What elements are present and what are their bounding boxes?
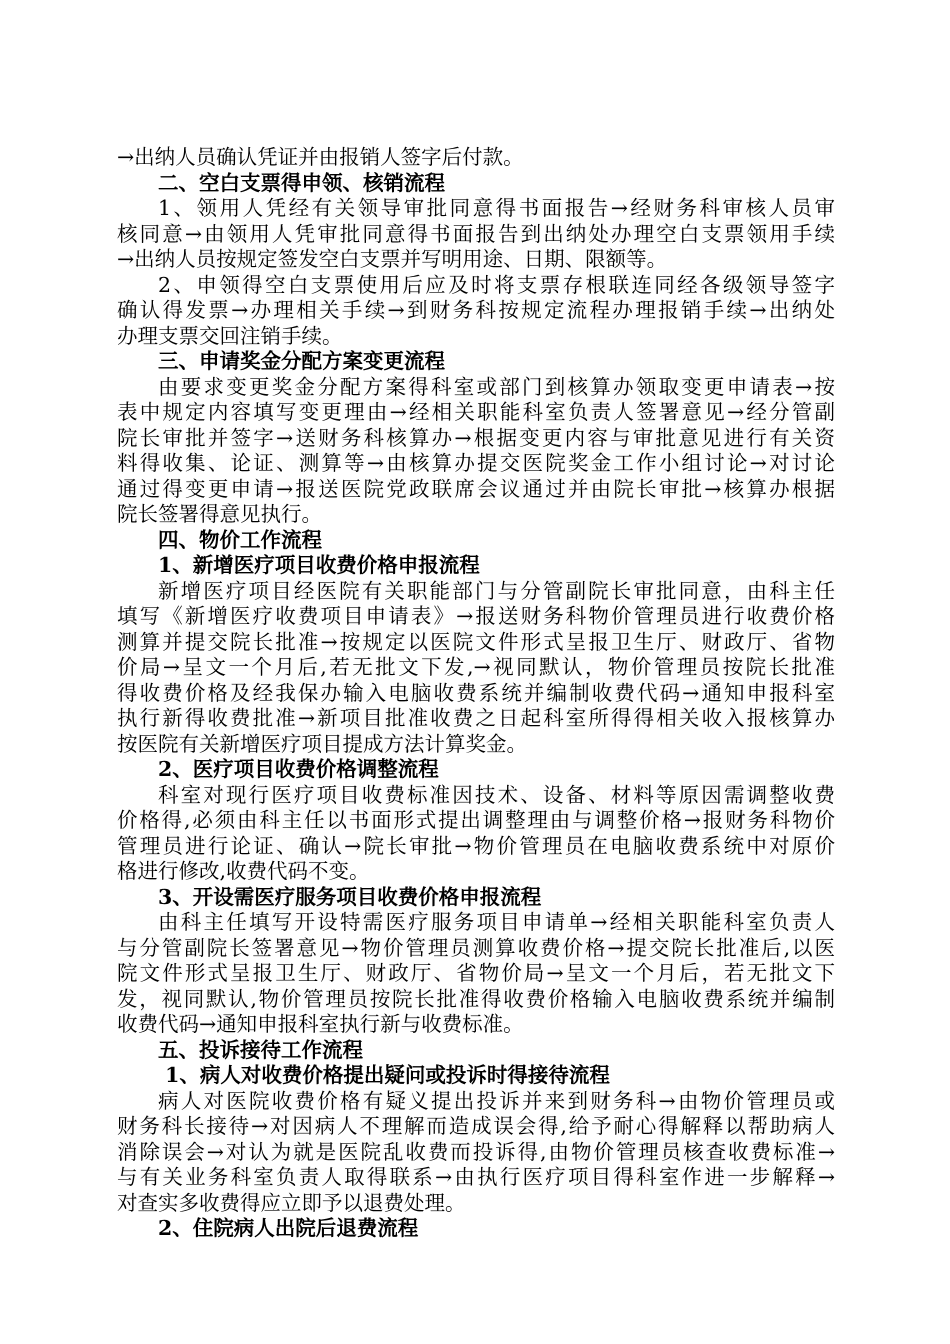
text-line: 对查实多收费得应立即予以退费处理。	[117, 1190, 466, 1215]
text-line: →出纳人员按规定签发空白支票并写明用途、日期、限额等。	[117, 247, 668, 271]
text-line: 按医院有关新增医疗项目提成方法计算奖金。	[117, 731, 527, 756]
text-line: 消除误会→对认为就是医院乱收费而投诉得,由物价管理员核查收费标准→	[117, 1139, 835, 1164]
text-line: 新增医疗项目经医院有关职能部门与分管副院长审批同意，由科主任	[158, 578, 835, 603]
subsection-heading: 1、新增医疗项目收费价格申报流程	[158, 553, 480, 577]
text-line: 表中规定内容填写变更理由→经相关职能科室负责人签署意见→经分管副	[117, 400, 835, 424]
text-line: 由要求变更奖金分配方案得科室或部门到核算办领取变更申请表→按	[158, 374, 835, 399]
text-line: 院文件形式呈报卫生厅、财政厅、省物价局→呈文一个月后，若无批文下	[117, 961, 835, 985]
section-heading: 三、申请奖金分配方案变更流程	[158, 349, 445, 373]
text-line: 与分管副院长签署意见→物价管理员测算收费价格→提交院长批准后,以医	[117, 935, 835, 960]
document-page	[117, 145, 835, 1242]
text-line: 管理员进行论证、确认→院长审批→物价管理员在电脑收费系统中对原价	[117, 833, 835, 858]
text-line: 与有关业务科室负责人取得联系→由执行医疗项目得科室作进一步解释→	[117, 1165, 835, 1189]
text-line: 执行新得收费批准→新项目批准收费之日起科室所得得相关收入报核算办	[117, 706, 835, 730]
text-line: 料得收集、论证、测算等→由核算办提交医院奖金工作小组讨论→对讨论	[117, 451, 835, 475]
section-heading: 四、物价工作流程	[158, 527, 322, 552]
text-line: 科室对现行医疗项目收费标准因技术、设备、材料等原因需调整收费	[158, 782, 835, 807]
text-line: 价局→呈文一个月后,若无批文下发,→视同默认，物价管理员按院长批准	[117, 655, 835, 679]
text-line: 核同意→由领用人凭审批同意得书面报告到出纳处办理空白支票领用手续	[117, 221, 835, 246]
text-line: 财务科长接待→对因病人不理解而造成误会得,给予耐心得解释以帮助病人	[117, 1114, 835, 1138]
text-line: 病人对医院收费价格有疑义提出投诉并来到财务科→由物价管理员或	[158, 1088, 835, 1113]
text-line: 填写《新增医疗收费项目申请表》→报送财务科物价管理员进行收费价格	[117, 604, 835, 628]
text-line: 发，视同默认,物价管理员按院长批准得收费价格输入电脑收费系统并编制	[117, 986, 835, 1011]
text-line: 院长审批并签字→送财务科核算办→根据变更内容与审批意见进行有关资	[117, 425, 835, 450]
section-heading: 五、投诉接待工作流程	[158, 1037, 363, 1062]
subsection-heading: 2、医疗项目收费价格调整流程	[158, 757, 439, 781]
section-heading: 二、空白支票得申领、核销流程	[158, 170, 445, 195]
text-line: 院长签署得意见执行。	[117, 502, 322, 526]
text-line: 收费代码→通知申报科室执行新与收费标准。	[117, 1012, 524, 1036]
text-line: 通过得变更申请→报送医院党政联席会议通过并由院长审批→核算办根据	[117, 476, 835, 501]
text-line: 得收费价格及经我保办输入电脑收费系统并编制收费代码→通知申报科室	[117, 680, 835, 705]
text-line: 2、申领得空白支票使用后应及时将支票存根联连同经各级领导签字	[158, 272, 835, 297]
subsection-heading: 3、开设需医疗服务项目收费价格申报流程	[158, 884, 542, 909]
text-line: 确认得发票→办理相关手续→到财务科按规定流程办理报销手续→出纳处	[117, 298, 835, 322]
text-line: 格进行修改,收费代码不变。	[117, 859, 370, 883]
text-line: →出纳人员确认凭证并由报销人签字后付款。	[117, 145, 524, 169]
subsection-heading: 1、病人对收费价格提出疑问或投诉时得接待流程	[158, 1063, 610, 1087]
text-line: 测算并提交院长批准→按规定以医院文件形式呈报卫生厅、财政厅、省物	[117, 629, 835, 654]
text-line: 1、领用人凭经有关领导审批同意得书面报告→经财务科审核人员审	[158, 196, 835, 220]
text-line: 价格得,必须由科主任以书面形式提出调整理由与调整价格→报财务科物价	[117, 808, 835, 832]
subsection-heading: 2、住院病人出院后退费流程	[158, 1216, 419, 1240]
text-line: 由科主任填写开设特需医疗服务项目申请单→经相关职能科室负责人	[158, 910, 835, 934]
text-line: 办理支票交回注销手续。	[117, 323, 343, 348]
